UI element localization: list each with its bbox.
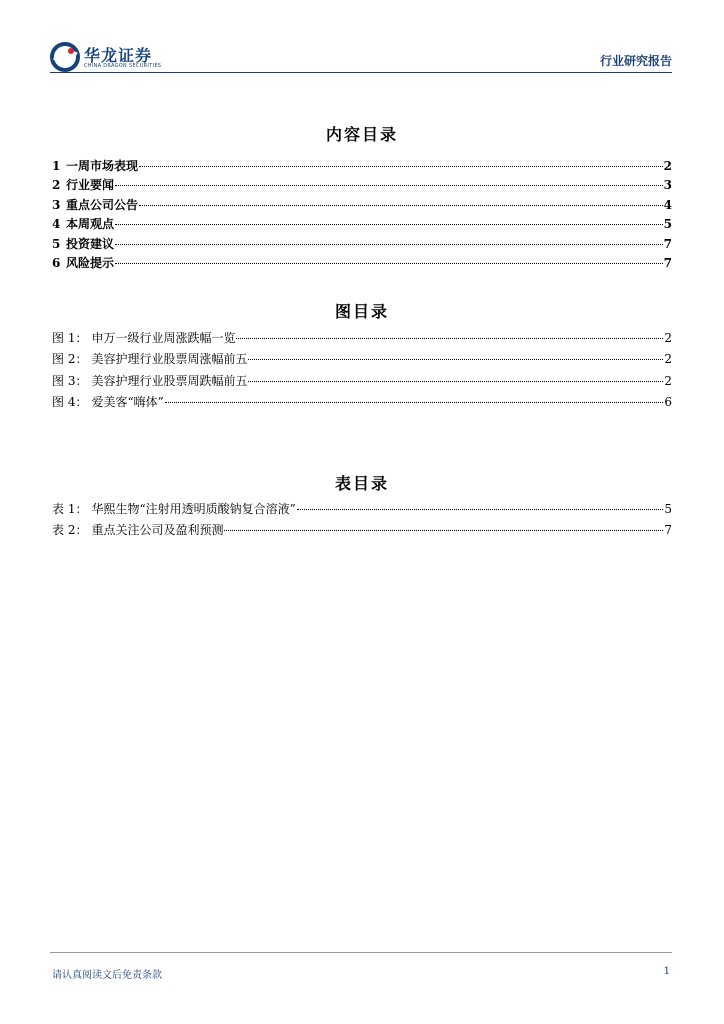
dot-leader (165, 401, 664, 403)
page-number: 1 (663, 966, 670, 977)
figure-entry[interactable] (52, 329, 672, 350)
figure-entry-page: 6 (664, 394, 672, 409)
toc-entry-title: 风险提示 (66, 255, 115, 270)
figure-entry-page: 2 (664, 331, 672, 345)
tables-list (52, 500, 672, 543)
footer-divider (50, 952, 672, 953)
toc-entry-page: 2 (663, 159, 672, 173)
table-entry-page: 5 (664, 502, 672, 516)
figures-list-title: 图目录 (334, 302, 389, 321)
toc-entry-title: 投资建议 (66, 236, 115, 251)
figure-entry-number: 图 2： (52, 352, 88, 367)
figure-entry-page: 2 (664, 352, 672, 367)
toc-entry[interactable] (52, 235, 672, 254)
toc-entry-title: 行业要闻 (66, 178, 115, 193)
table-entry-number: 表 2： (52, 523, 88, 538)
figure-entry[interactable] (52, 350, 672, 371)
toc-entry-title: 本周观点 (66, 217, 115, 232)
toc-entry-page: 7 (663, 255, 672, 270)
logo-mark-icon (50, 42, 80, 72)
dot-leader (248, 380, 663, 382)
table-entry[interactable] (52, 521, 672, 542)
toc-entry-page: 5 (663, 217, 672, 232)
toc-entry-number: 4 (52, 217, 61, 232)
report-type-label: 行业研究报告 (599, 54, 672, 68)
figure-entry-title: 申万一级行业周涨跌幅一览 (91, 331, 236, 345)
toc-entry[interactable] (52, 176, 672, 195)
toc-entry-page: 7 (663, 236, 672, 251)
figure-entry[interactable] (52, 393, 672, 414)
company-logo (50, 42, 180, 72)
dot-leader (248, 358, 663, 360)
table-entry-page: 7 (664, 523, 672, 538)
logo-english-name: CHINA DRAGON SECURITIES (84, 63, 162, 69)
toc-entry-number: 2 (52, 178, 61, 193)
toc-entry-number: 3 (52, 197, 61, 212)
dot-leader (139, 204, 663, 206)
dot-leader (236, 337, 663, 339)
dot-leader (115, 243, 663, 245)
figure-entry[interactable] (52, 372, 672, 393)
toc-entry-number: 5 (52, 236, 61, 251)
figure-entry-title: 美容护理行业股票周跌幅前五 (91, 373, 248, 388)
figure-entry-page: 2 (664, 373, 672, 388)
toc-entry-number: 6 (52, 255, 61, 270)
table-entry-title: 华熙生物“注射用透明质酸钠复合溶液” (91, 502, 296, 516)
toc-entry[interactable] (52, 254, 672, 273)
table-entry-number: 表 1： (52, 502, 88, 516)
toc-entry-page: 3 (663, 178, 672, 193)
dot-leader (115, 262, 663, 264)
dot-leader (115, 184, 663, 186)
toc-entry[interactable] (52, 196, 672, 215)
table-entry[interactable] (52, 500, 672, 521)
table-entry-title: 重点关注公司及盈利预测 (91, 523, 224, 538)
figure-entry-number: 图 1： (52, 331, 88, 345)
figure-entry-number: 图 4： (52, 394, 88, 409)
toc-entry-page: 4 (663, 197, 672, 212)
tables-list-title: 表目录 (334, 474, 389, 493)
dot-leader (139, 165, 663, 167)
figure-entry-title: 美容护理行业股票周涨幅前五 (91, 352, 248, 367)
logo-chinese-name: 华龙证券 (84, 46, 153, 65)
toc-list (52, 157, 672, 273)
dot-leader (115, 223, 663, 225)
toc-entry-title: 一周市场表现 (66, 159, 139, 173)
dot-leader (297, 508, 664, 510)
dot-leader (224, 529, 663, 531)
figure-entry-title: 爱美客“嗨体” (91, 394, 164, 409)
toc-entry-title: 重点公司公告 (66, 197, 139, 212)
toc-entry[interactable] (52, 215, 672, 234)
toc-entry-number: 1 (52, 159, 61, 173)
header-divider (50, 72, 672, 73)
page-header (50, 40, 672, 74)
footer-disclaimer: 请认真阅读文后免责条款 (52, 970, 162, 981)
figure-entry-number: 图 3： (52, 373, 88, 388)
toc-entry[interactable] (52, 157, 672, 176)
toc-title: 内容目录 (325, 125, 398, 144)
figures-list (52, 329, 672, 414)
